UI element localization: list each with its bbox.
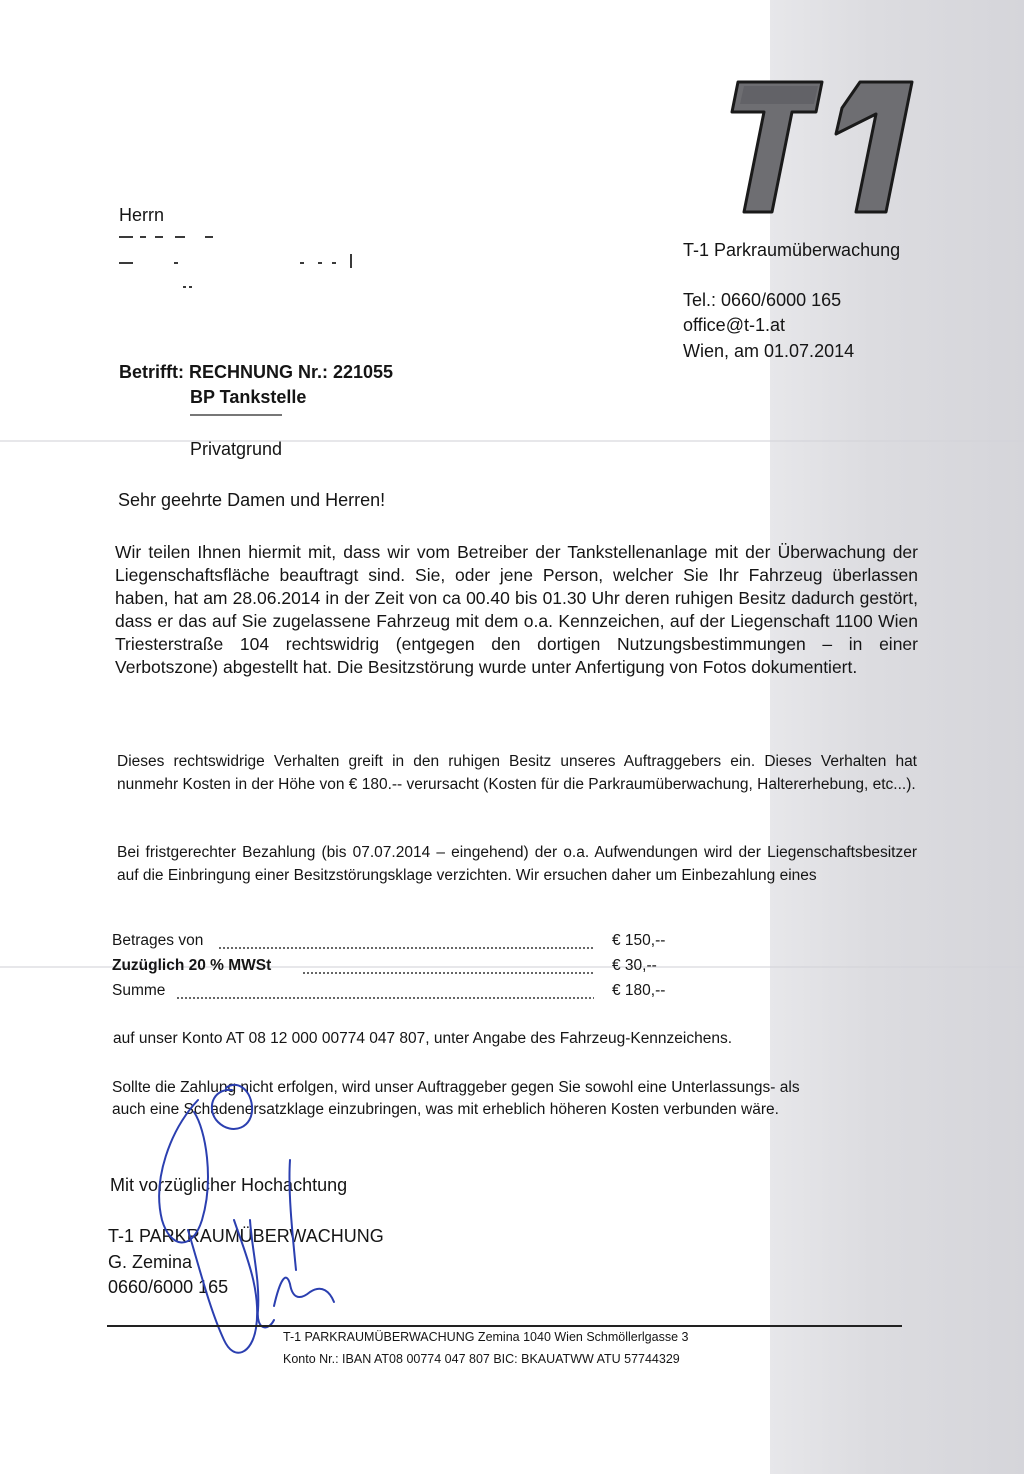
subject-type: Privatgrund — [190, 439, 283, 459]
paper-fold-line — [0, 440, 1024, 442]
account-line: auf unser Konto AT 08 12 000 00774 047 807, unter Angabe des Fahrzeug-Kennzeichens. — [113, 1030, 733, 1047]
warning-line-1: Sollte die Zahlung nicht erfolgen, wird unser Auftraggeber gegen Sie sowohl eine Unterlassungs- als — [112, 1079, 800, 1096]
amount-value: € 30,-- — [612, 957, 657, 974]
amount-label: Zuzüglich 20 % MWSt — [112, 957, 272, 974]
amount-value: € 150,-- — [612, 932, 666, 949]
redacted-plate — [190, 414, 282, 416]
dot-leader — [218, 947, 594, 949]
body-paragraph-1: Wir teilen Ihnen hiermit mit, dass wir vom Betreiber der Tankstellenanlage mit der Überwachung der Liegenschaftsfläche beauftragt sind. Sie, oder jene Person, welcher Sie Ihr Fahrzeug überlassen haben, hat am 28.06.2014 in der Zeit von ca 00.40 bis 01.30 Uhr deren ruhigen Besitz dadurch gestört, dass er das auf Sie zugelassene Fahrzeug mit dem o.a. Kennzeichen, auf der Liegenschaft 1100 Wien Triesterstraße 104 rechtswidrig (entgegen den dortigen Nutzungsbestimmungen – in einer Verbotszone) abgestellt hat. Die Besitzstörung wurde unter Anfertigung von Fotos dokumentiert. — [115, 542, 918, 677]
letter-date: Wien, am 01.07.2014 — [683, 341, 855, 361]
sender-company: T-1 Parkraumüberwachung — [683, 240, 901, 260]
signature-phone: 0660/6000 165 — [108, 1277, 229, 1297]
footer-address: T-1 PARKRAUMÜBERWACHUNG Zemina 1040 Wien Schmöllerlgasse 3 — [283, 1330, 689, 1344]
warning-line-2: auch eine Schadenersatzklage einzubringen, was mit erheblich höheren Kosten verbunden wäre. — [112, 1101, 779, 1118]
amount-row-vat — [112, 957, 682, 981]
subject-location: BP Tankstelle — [190, 387, 307, 407]
footer-rule — [107, 1325, 902, 1327]
dot-leader — [176, 997, 594, 999]
dot-leader — [302, 972, 594, 974]
amount-row-total — [112, 982, 682, 1006]
amount-label: Summe — [112, 982, 166, 999]
sender-phone: Tel.: 0660/6000 165 — [683, 290, 842, 310]
amount-value: € 180,-- — [612, 982, 666, 999]
t1-logo — [700, 72, 930, 222]
sender-email: office@t-1.at — [683, 315, 785, 335]
amount-label: Betrages von — [112, 932, 204, 949]
greeting: Sehr geehrte Damen und Herren! — [118, 490, 386, 510]
signature-name: G. Zemina — [108, 1252, 193, 1272]
amount-row-net — [112, 932, 682, 956]
body-paragraph-2: Dieses rechtswidrige Verhalten greift in den ruhigen Besitz unseres Auftraggebers ein. Dieses Verhalten hat nunmehr Kosten in der Höhe von € 180.-- verursacht (Kosten für die Parkraumüberwachung, Haltererhebung, etc...). — [117, 753, 917, 793]
recipient-salutation: Herrn — [119, 205, 165, 225]
subject-line: Betrifft: RECHNUNG Nr.: 221055 — [119, 362, 394, 382]
closing-phrase: Mit vorzüglicher Hochachtung — [110, 1175, 348, 1195]
signature-company: T-1 PARKRAUMÜBERWACHUNG — [108, 1226, 384, 1246]
footer-bank: Konto Nr.: IBAN AT08 00774 047 807 BIC: BKAUATWW ATU 57744329 — [283, 1352, 680, 1366]
body-paragraph-3: Bei fristgerechter Bezahlung (bis 07.07.2014 – eingehend) der o.a. Aufwendungen wird der Liegenschaftsbesitzer auf die Einbringung einer Besitzstörungsklage verzichten. Wir ersuchen daher um Einbezahlung eines — [117, 844, 917, 884]
